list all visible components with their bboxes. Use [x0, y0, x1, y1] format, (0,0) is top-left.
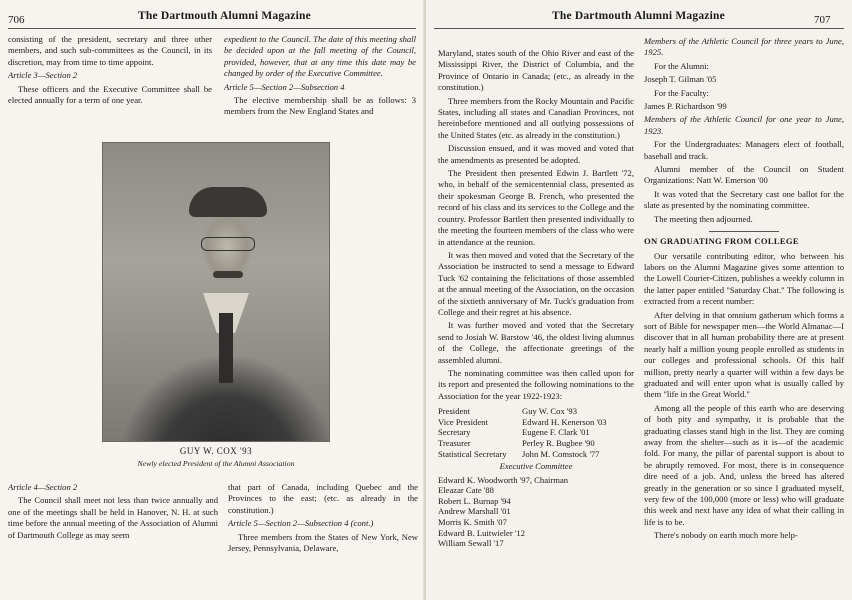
list-item: Eleazar Cate '88 [438, 485, 494, 496]
right-col1 [438, 48, 634, 594]
list-item: Andrew Marshall '01 [438, 506, 511, 517]
portrait-hair [189, 187, 267, 217]
right-page [426, 0, 852, 600]
officer-name: Guy W. Cox '93 [522, 406, 578, 417]
article-heading: Article 5—Section 2—Subsection 4 (cont.) [228, 518, 374, 529]
paragraph: Discussion ensued, and it was moved and voted that the amendments as presented be adopted. [438, 143, 634, 165]
table-row [438, 417, 634, 428]
officer-name: Eugene F. Clark '01 [522, 427, 590, 438]
photo-caption-name: GUY W. COX '93 [179, 446, 253, 456]
left-col1-top [8, 34, 212, 140]
officer-role: Secretary [438, 427, 471, 438]
officer-role: Vice President [438, 416, 488, 427]
portrait-tie [219, 313, 233, 383]
list-item: Robert L. Burnap '94 [438, 495, 511, 506]
list-item: Morris K. Smith '07 [438, 516, 507, 527]
paragraph: Three members from the Rocky Mountain and Pacific States, including all states and Canadian Provinces, not hereinbefore mentioned and all outlying possessions of the United States (etc. as already in the constitution.) [438, 95, 634, 140]
page-number-right: 707 [814, 14, 831, 26]
paragraph: These officers and the Executive Committee shall be elected annually for a term of one year. [8, 83, 212, 106]
paragraph: The elective membership shall be as follows: 3 members from the New England States and [224, 95, 416, 117]
paragraph: Three members from the States of New York, New Jersey, Pennsylvania, Delaware, [228, 531, 418, 554]
photo-caption-subtitle: Newly elected President of the Alumni Association [137, 459, 295, 468]
article-heading: Article 4—Section 2 [8, 482, 78, 492]
paragraph: The President then presented Edwin J. Bartlett '72, who, in behalf of the semicentennial class, presented as their spokesman George B. French, who presented the record of his class and its services to the College and the country. Professor Bartlett then presented individually to the meeting the fourteen members of the class who were in attendance at the reunion. [438, 168, 634, 247]
right-col2 [644, 36, 844, 594]
section-title: ON GRADUATING FROM COLLEGE [644, 236, 799, 247]
table-row [438, 449, 634, 460]
list-item: Edward B. Luitwieler '12 [438, 527, 525, 538]
portrait-photo [102, 142, 330, 442]
paragraph: Members of the Athletic Council for three years to June, 1925. [644, 36, 844, 58]
running-head-right: The Dartmouth Alumni Magazine [552, 10, 725, 22]
officer-name: John M. Comstock '77 [522, 448, 600, 459]
header-rule-right [434, 28, 844, 29]
article-heading: Article 3—Section 2 [8, 70, 78, 81]
paragraph: Joseph T. Gilman '05 [644, 74, 717, 85]
officer-role: President [438, 406, 470, 417]
paragraph: For the Undergraduates: Managers elect of football, baseball and track. [644, 139, 844, 161]
running-head-left: The Dartmouth Alumni Magazine [138, 10, 311, 22]
paragraph: The meeting then adjourned. [654, 213, 753, 224]
paragraph: consisting of the president, secretary and three other members, and such sub-committees as the Council, in its discretion, may from time to time appoint. [8, 34, 212, 67]
paragraph: James P. Richardson '99 [644, 101, 727, 112]
executive-committee-heading: Executive Committee [499, 461, 573, 472]
officer-role: Treasurer [438, 437, 471, 448]
officer-role: Statistical Secretary [438, 448, 507, 459]
paragraph: After delving in that omnium gatherum which forms a sort of Bible for newspaper men—the World Almanac—I discover that in all human probability there are at present nearly half a million young people enrolled as students in our colleges and professional schools. Of this half million, pretty nearly a quarter will within a few days be graduated and will enter upon what is usually called by them "life in the Great World." [644, 309, 844, 400]
table-row [438, 427, 634, 438]
article-heading: Article 5—Section 2—Subsection 4 [224, 81, 345, 92]
paragraph: Maryland, states south of the Ohio River and east of the Mississippi River, the District of Columbia, and the Province of Ontario in Canada; (etc., as already in the constitution.) [438, 48, 634, 93]
paragraph: There's nobody on earth much more help- [654, 530, 798, 541]
paragraph: that part of Canada, including Quebec and the Provinces to the east; (etc. as already in the constitution.) [228, 482, 418, 515]
officer-name: Edward H. Kenerson '03 [522, 416, 607, 427]
paragraph: Alumni member of the Council on Student Organizations: Natt W. Emerson '00 [644, 164, 844, 186]
paragraph: The nominating committee was then called upon for its report and presented the following nominations to the Association for the year 1922-1923: [438, 367, 634, 401]
paragraph: Members of the Athletic Council for one year to June, 1923. [644, 114, 844, 136]
paragraph: Among all the people of this earth who are deserving of both pity and sympathy, it is probable that the graduating classes stand high in the list. They are coming away from the shelter—such as it is—of the academic fold. For many, the pillar of parental support is about to be abruptly removed. For most, there is in consequence dire need of a job. And, unless the breed has altered greatly in the generation or so since I graduated myself, very few of the 100,000 (more or less) who will graduate this week and next have any idea of what their calling in life is to be. [644, 402, 844, 527]
paragraph: For the Alumni: [654, 60, 709, 71]
left-col2-bottom [228, 482, 418, 594]
executive-committee-list [438, 475, 634, 549]
paragraph: For the Faculty: [654, 87, 709, 98]
page-number-left: 706 [8, 14, 25, 26]
officer-name: Perley R. Bugbee '90 [522, 437, 595, 448]
portrait-glasses [201, 237, 255, 251]
portrait-moustache [213, 271, 243, 278]
paragraph: It was voted that the Secretary cast one ballot for the slate as presented by the nominating committee. [644, 188, 844, 211]
list-item: William Sewall '17 [438, 538, 504, 549]
paragraph: Our versatile contributing editor, who between his labors on the Alumni Magazine gives some attention to the Lowell Courier-Citizen, publishes a weekly column in the latter paper entitled "Saturday Chat." The following is extracted from a recent number: [644, 250, 844, 307]
list-item: Edward K. Woodworth '97, Chairman [438, 474, 569, 485]
section-divider [709, 231, 779, 232]
paragraph: It was then moved and voted that the Secretary of the Association be instructed to send a message to Edward Tuck '62 containing the felicitations of those assembled at the annual meeting of the Association, on the occasion of the sixtieth anniversary of Mr. Tuck's graduation from College and their regret at his absence. [438, 249, 634, 317]
paragraph: The Council shall meet not less than twice annually and one of the meetings shall be held in Hanover, N. H. at such time before the annual meeting of the Association of Alumni of Dartmouth College as may seem [8, 495, 218, 540]
paragraph: expedient to the Council. The date of this meeting shall be decided upon at the fall meeting of the Council, provided, however, that at any time this date may be changed by order of the Executive Committee. [224, 34, 416, 79]
header-rule-left [8, 28, 416, 29]
table-row [438, 406, 634, 417]
officers-table [438, 406, 634, 459]
left-col2-top [224, 34, 416, 140]
table-row [438, 438, 634, 449]
left-col1-bottom [8, 482, 218, 594]
paragraph: It was further moved and voted that the Secretary send to Josiah W. Barstow '46, the oldest living alumnus of the College, the affectionate greetings of the assembled alumni. [438, 320, 634, 365]
